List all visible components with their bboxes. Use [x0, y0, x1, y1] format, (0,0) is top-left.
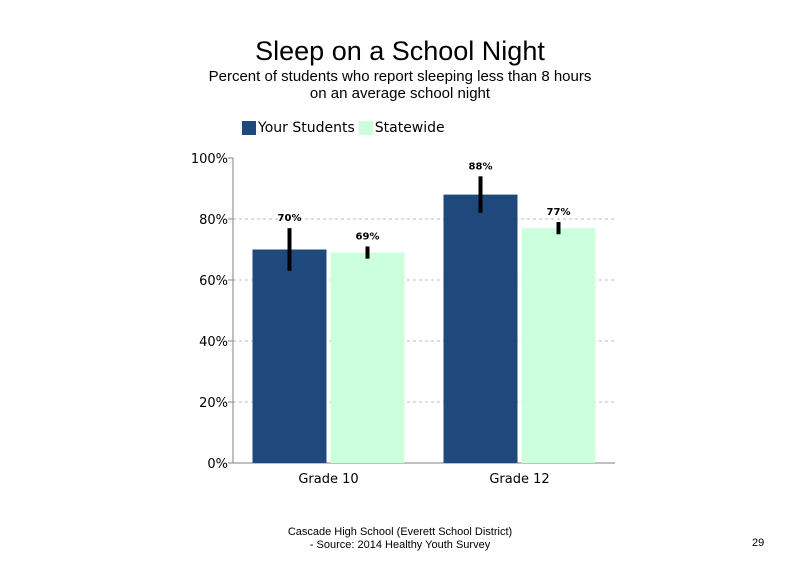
y-tick-label: 100% [190, 152, 228, 167]
y-tick-label: 80% [199, 213, 228, 228]
y-tick-label: 0% [207, 457, 228, 472]
data-label: 70% [277, 213, 302, 225]
bar [444, 195, 518, 463]
bar [522, 228, 596, 463]
data-label: 69% [355, 231, 380, 243]
footer [200, 526, 600, 552]
footer-school: Cascade High School (Everett School District) [287, 526, 513, 538]
chart-title: Sleep on a School Night [255, 36, 545, 66]
bar [331, 253, 405, 463]
y-tick-label: 40% [199, 335, 228, 350]
page-number: 29 [752, 537, 765, 549]
footer-source: - Source: 2014 Healthy Youth Survey [309, 539, 491, 551]
x-tick-label: Grade 10 [298, 472, 359, 487]
x-tick-label: Grade 12 [489, 472, 550, 487]
bar [253, 250, 327, 464]
data-label: 88% [468, 161, 493, 173]
data-label: 77% [546, 207, 571, 219]
y-tick-label: 20% [199, 396, 228, 411]
y-tick-label: 60% [199, 274, 228, 289]
chart-subtitle: Percent of students who report sleeping less than 8 hours on an average school night [208, 68, 592, 102]
legend-label-statewide: Statewide [374, 119, 445, 136]
legend-label-your-students: Your Students [258, 119, 355, 136]
